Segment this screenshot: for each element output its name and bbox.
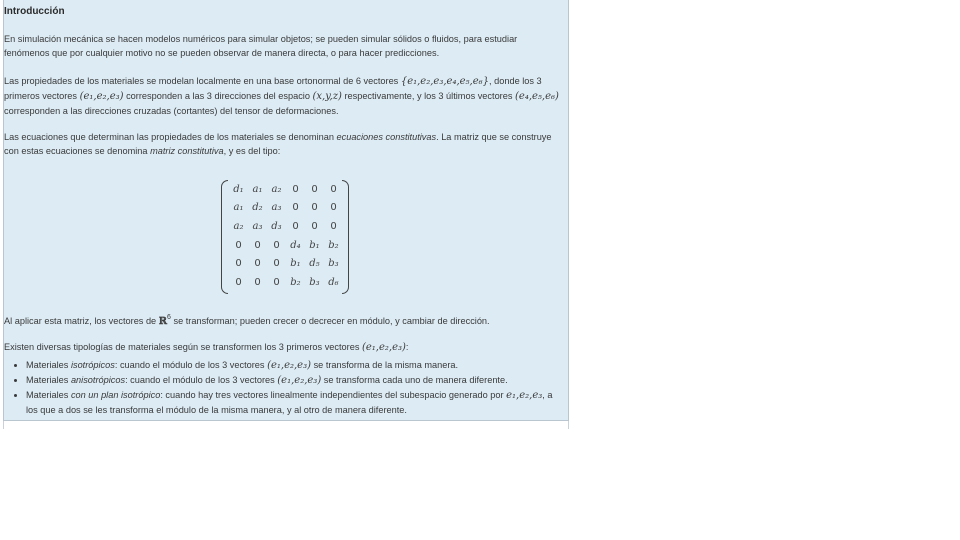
list-item-prefix: Materiales bbox=[26, 390, 71, 400]
section-title: Introducción bbox=[4, 6, 65, 17]
basis-text-4: respectivamente, y los 3 últimos vectores bbox=[341, 91, 515, 101]
list-item bbox=[26, 388, 560, 417]
typologies-text-2: : bbox=[405, 342, 409, 352]
basis-paragraph bbox=[4, 74, 560, 118]
matrix-cell: a₁ bbox=[252, 183, 263, 195]
list-item-math: e₁,e₂,e₃ bbox=[506, 390, 543, 401]
list-item-math: (e₁,e₂,e₃) bbox=[277, 375, 322, 386]
constitutive-text-2: . La matriz que se construye con estas ecuaciones se denomina bbox=[4, 132, 552, 156]
matrix-cell: 0 bbox=[254, 276, 261, 288]
matrix-cell: b₃ bbox=[309, 276, 320, 288]
basis-xyz: (x,y,z) bbox=[312, 91, 342, 102]
panel-footer-strip bbox=[3, 421, 569, 429]
matrix-cell: a₁ bbox=[233, 202, 244, 214]
matrix-cell: b₁ bbox=[290, 258, 301, 270]
matrix-cell: d₂ bbox=[252, 202, 263, 214]
matrix-cell: 0 bbox=[273, 276, 280, 288]
matrix-cell: 0 bbox=[292, 183, 299, 195]
matrix-cell: a₂ bbox=[271, 183, 282, 195]
list-item-term: isotrópicos bbox=[70, 360, 115, 370]
list-item-prefix: Materiales bbox=[26, 375, 71, 385]
list-item bbox=[26, 373, 560, 388]
constitutive-matrix bbox=[221, 180, 349, 292]
matrix-cell: d₃ bbox=[271, 220, 282, 232]
matrix-cell: d₆ bbox=[328, 276, 339, 288]
matrix-cell: d₄ bbox=[290, 239, 301, 251]
matrix-cell: 0 bbox=[311, 183, 318, 195]
matrix-row bbox=[229, 199, 343, 218]
matrix-right-bracket bbox=[342, 180, 349, 294]
matrix-row bbox=[229, 254, 343, 273]
intro-paragraph bbox=[4, 32, 560, 60]
matrix-cell: a₃ bbox=[271, 202, 282, 214]
matrix-cell: 0 bbox=[273, 239, 280, 251]
term-constitutive-matrix: matriz constitutiva bbox=[150, 146, 224, 156]
basis-text-2: , donde los 3 primeros vectores bbox=[4, 76, 542, 101]
matrix-grid bbox=[229, 180, 343, 292]
matrix-cell: 0 bbox=[235, 276, 242, 288]
list-item-term: con un plan isotrópico bbox=[70, 390, 161, 400]
matrix-left-bracket bbox=[221, 180, 228, 294]
typologies-paragraph bbox=[4, 340, 560, 355]
matrix-cell: 0 bbox=[254, 239, 261, 251]
matrix-cell: 0 bbox=[311, 220, 318, 232]
transform-text-1: Al aplicar esta matriz, los vectores de bbox=[4, 316, 159, 326]
basis-set-last3: (e₄,e₅,e₆) bbox=[515, 91, 559, 102]
matrix-row bbox=[229, 180, 343, 199]
list-item-math: (e₁,e₂,e₃) bbox=[267, 360, 312, 371]
matrix-cell: b₁ bbox=[309, 239, 320, 251]
matrix-cell: d₅ bbox=[309, 258, 320, 270]
matrix-row bbox=[229, 273, 343, 292]
constitutive-text-1: Las ecuaciones que determinan las propiedades de los materiales se denominan bbox=[4, 132, 337, 142]
basis-set-first3: (e₁,e₂,e₃) bbox=[79, 91, 124, 102]
matrix-cell: 0 bbox=[330, 202, 337, 214]
list-item-text: : cuando hay tres vectores linealmente independientes del subespacio generado por bbox=[160, 390, 507, 400]
transform-text-2: se transforman; pueden crecer o decrecer en módulo, y cambiar de dirección. bbox=[170, 316, 490, 326]
matrix-cell: 0 bbox=[330, 183, 337, 195]
matrix-cell: a₂ bbox=[233, 220, 244, 232]
list-item-text: : cuando el módulo de los 3 vectores bbox=[125, 375, 278, 385]
matrix-cell: 0 bbox=[292, 202, 299, 214]
real-space-exponent: 6 bbox=[167, 314, 171, 321]
matrix-cell: d₁ bbox=[233, 183, 244, 195]
constitutive-paragraph bbox=[4, 130, 560, 158]
basis-text-3: corresponden a las 3 direcciones del espacio bbox=[123, 91, 313, 101]
list-item bbox=[26, 358, 560, 373]
list-item-suffix: se transforma cada uno de manera diferente. bbox=[321, 375, 508, 385]
intro-text: En simulación mecánica se hacen modelos numéricos para simular objetos; se pueden simular sólidos o fluidos, para estudiar fenómenos que por cualquier motivo no se pueden observar de manera directa, o para hacer predicciones. bbox=[4, 34, 518, 58]
basis-text-1: Las propiedades de los materiales se modelan localmente en una base ortonormal de 6 vectores bbox=[4, 76, 401, 86]
term-constitutive-equations: ecuaciones constitutivas bbox=[336, 132, 437, 142]
matrix-cell: b₃ bbox=[328, 258, 339, 270]
matrix-cell: 0 bbox=[311, 202, 318, 214]
list-item-suffix: , a los que a dos se les transforma el módulo de la misma manera, y al otro de manera diferente. bbox=[26, 390, 553, 415]
matrix-row bbox=[229, 217, 343, 236]
matrix-cell: 0 bbox=[292, 220, 299, 232]
matrix-cell: 0 bbox=[330, 220, 337, 232]
matrix-cell: b₂ bbox=[328, 239, 339, 251]
real-space-symbol: ℝ bbox=[158, 316, 168, 327]
matrix-cell: 0 bbox=[273, 258, 280, 270]
constitutive-text-3: , y es del tipo: bbox=[223, 146, 281, 156]
transform-paragraph bbox=[4, 311, 560, 329]
matrix-cell: 0 bbox=[235, 239, 242, 251]
basis-set-6: {e₁,e₂,e₃,e₄,e₅,e₆} bbox=[400, 76, 490, 87]
list-item-term: anisotrópicos bbox=[70, 375, 126, 385]
typologies-set: (e₁,e₂,e₃) bbox=[361, 342, 406, 353]
matrix-row bbox=[229, 236, 343, 255]
typologies-text-1: Existen diversas tipologías de materiales según se transformen los 3 primeros vectores bbox=[4, 342, 362, 352]
list-item-text: : cuando el módulo de los 3 vectores bbox=[114, 360, 268, 370]
matrix-cell: a₃ bbox=[252, 220, 263, 232]
list-item-suffix: se transforma de la misma manera. bbox=[311, 360, 459, 370]
basis-text-5: corresponden a las direcciones cruzadas (cortantes) del tensor de deformaciones. bbox=[4, 106, 339, 116]
list-item-prefix: Materiales bbox=[26, 360, 71, 370]
matrix-cell: 0 bbox=[235, 258, 242, 270]
material-types-list bbox=[4, 358, 560, 417]
matrix-cell: 0 bbox=[254, 258, 261, 270]
matrix-cell: b₂ bbox=[290, 276, 301, 288]
